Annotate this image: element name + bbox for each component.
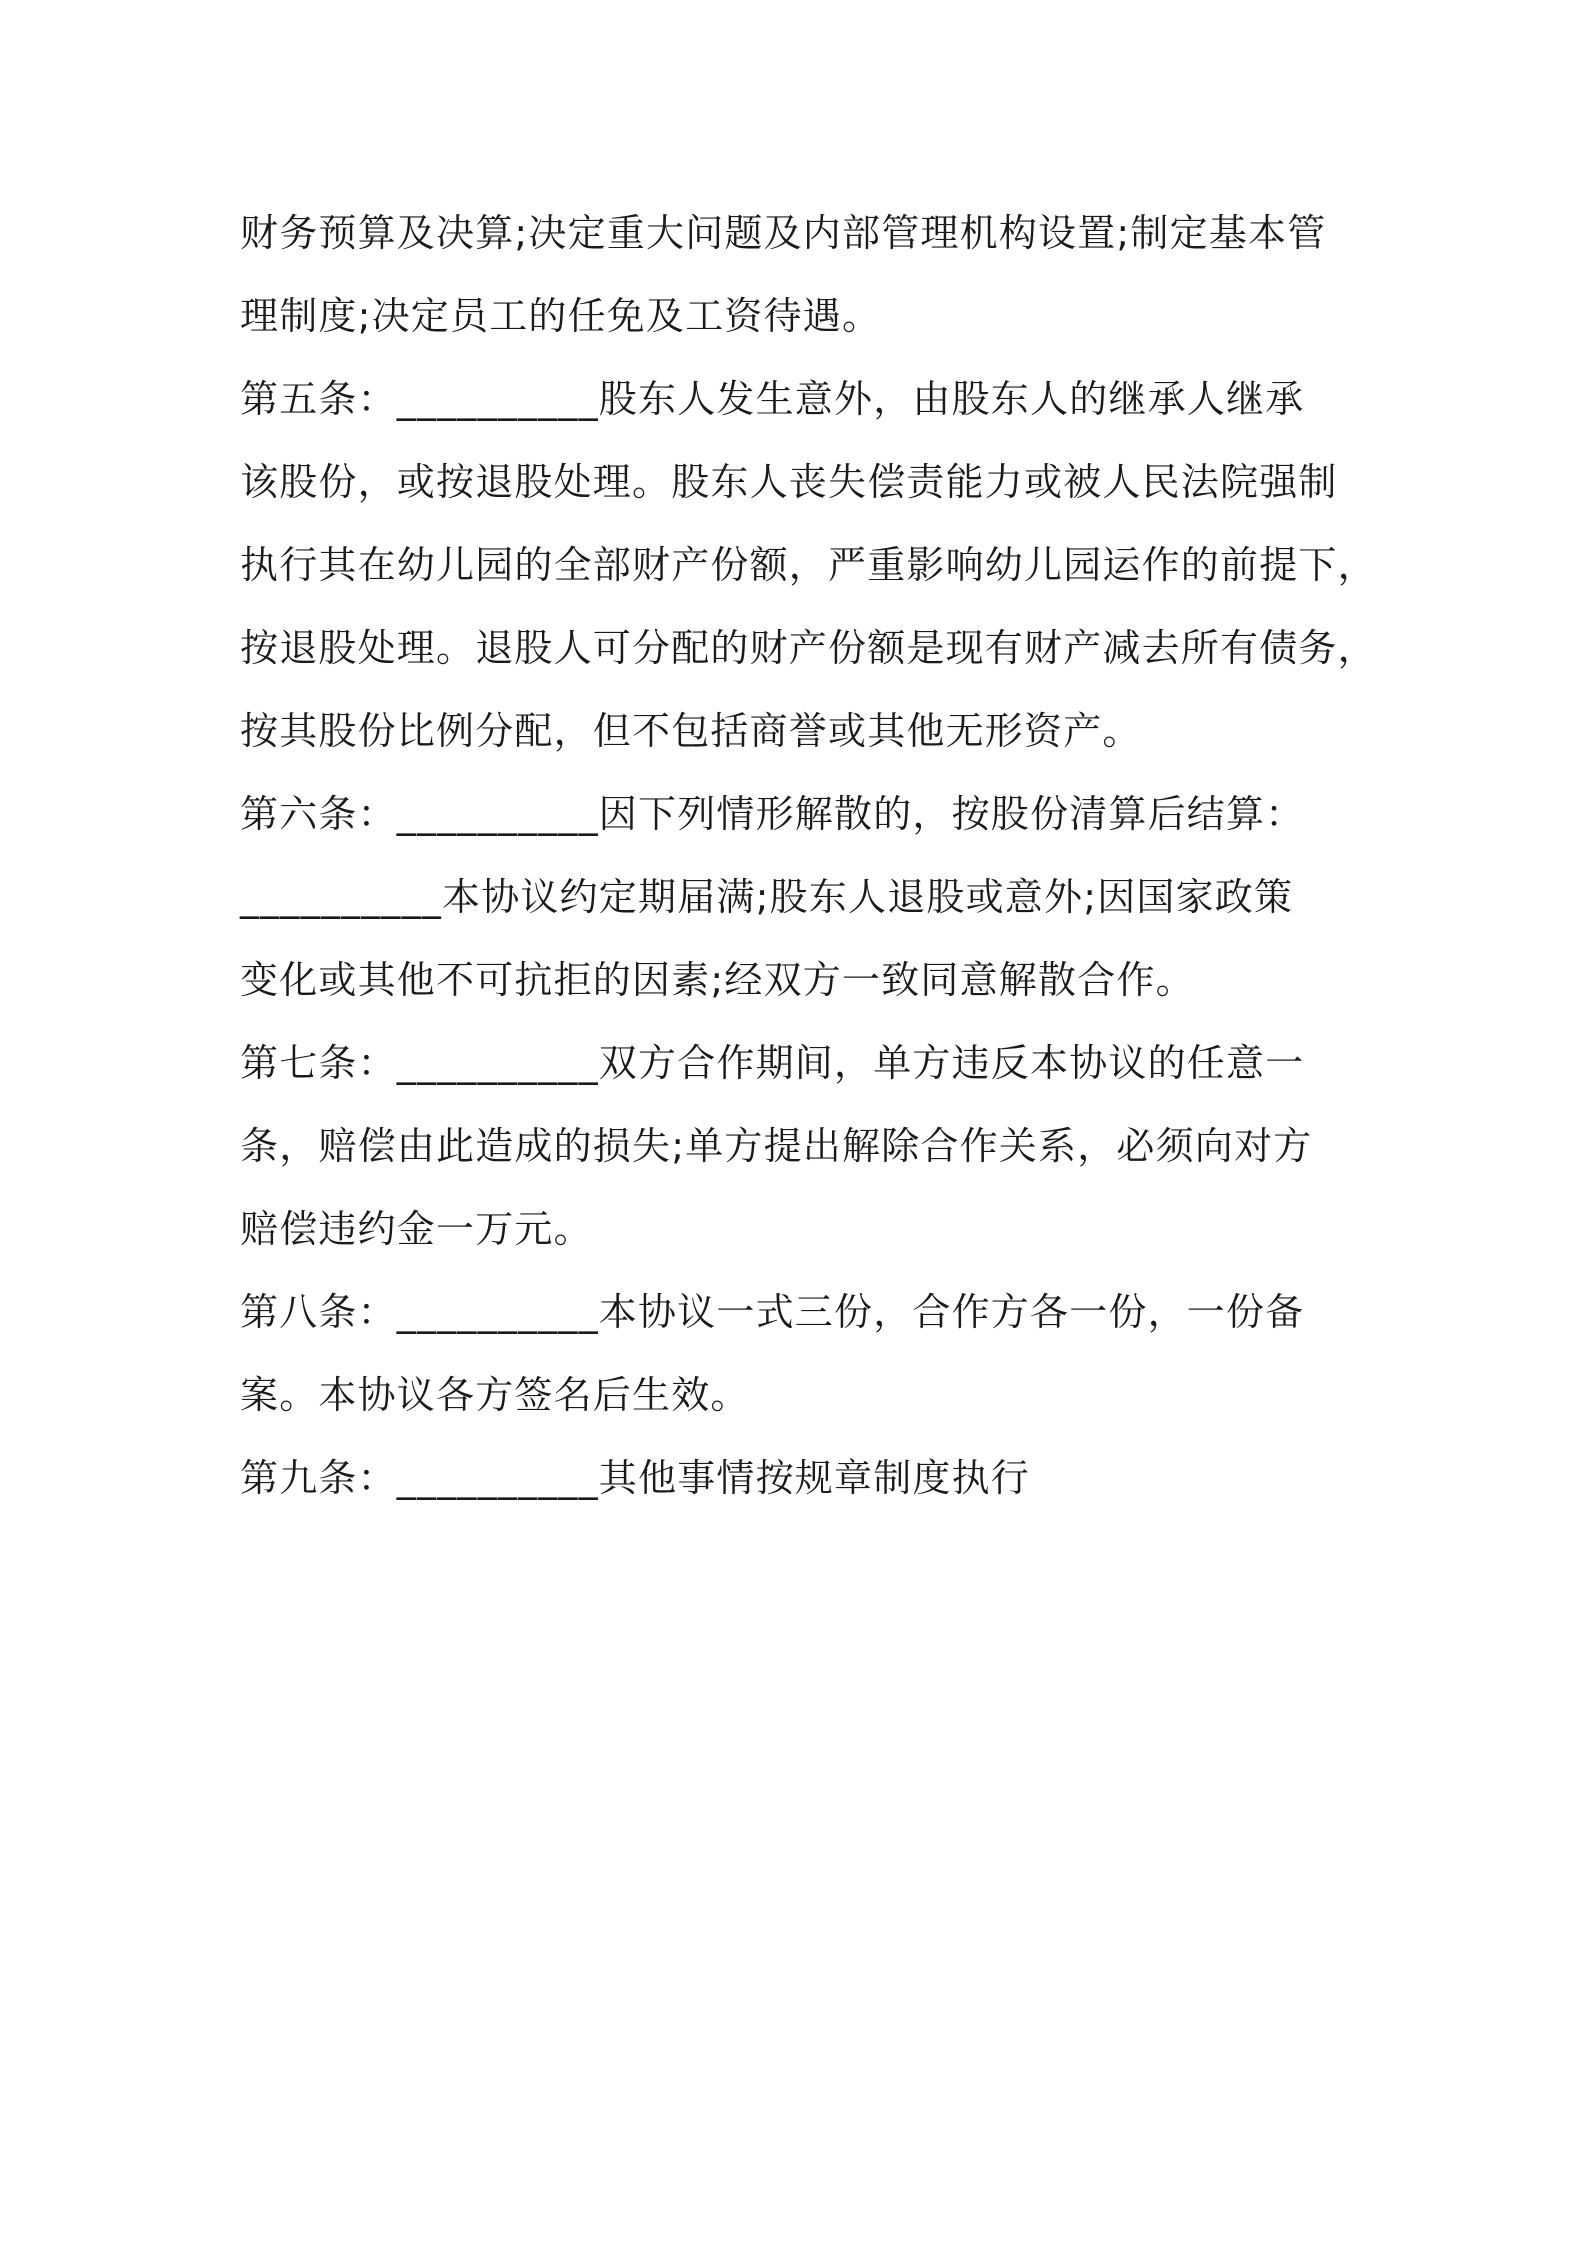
text-line: 按其股份比例分配，但不包括商誉或其他无形资产。 <box>240 709 1142 753</box>
article-8-line: 第八条：__________本协议一式三份，合作方各一份，一份备 <box>240 1290 1305 1334</box>
text-line: 执行其在幼儿园的全部财产份额，严重影响幼儿园运作的前提下， <box>240 543 1377 587</box>
text-line: 理制度;决定员工的任免及工资待遇。 <box>240 294 882 338</box>
article-6-line: 第六条：__________因下列情形解散的，按股份清算后结算： <box>240 792 1305 836</box>
article-5-line: 第五条：__________股东人发生意外，由股东人的继承人继承 <box>240 377 1305 421</box>
text-line: 该股份，或按退股处理。股东人丧失偿责能力或被人民法院强制 <box>240 460 1338 504</box>
article-7-line: 第七条：__________双方合作期间，单方违反本协议的任意一 <box>240 1041 1305 1085</box>
text-line: __________本协议约定期届满;股东人退股或意外;因国家政策 <box>240 875 1294 919</box>
text-line: 财务预算及决算;决定重大问题及内部管理机构设置;制定基本管 <box>240 211 1327 255</box>
document-body <box>240 192 1377 1520</box>
text-line: 案。本协议各方签名后生效。 <box>240 1373 750 1417</box>
text-line: 赔偿违约金一万元。 <box>240 1207 593 1251</box>
text-line: 按退股处理。退股人可分配的财产份额是现有财产减去所有债务， <box>240 626 1377 670</box>
text-line: 变化或其他不可抗拒的因素;经双方一致同意解散合作。 <box>240 958 1195 1002</box>
text-line: 条，赔偿由此造成的损失;单方提出解除合作关系，必须向对方 <box>240 1124 1313 1168</box>
article-9-line: 第九条：__________其他事情按规章制度执行 <box>240 1456 1031 1500</box>
